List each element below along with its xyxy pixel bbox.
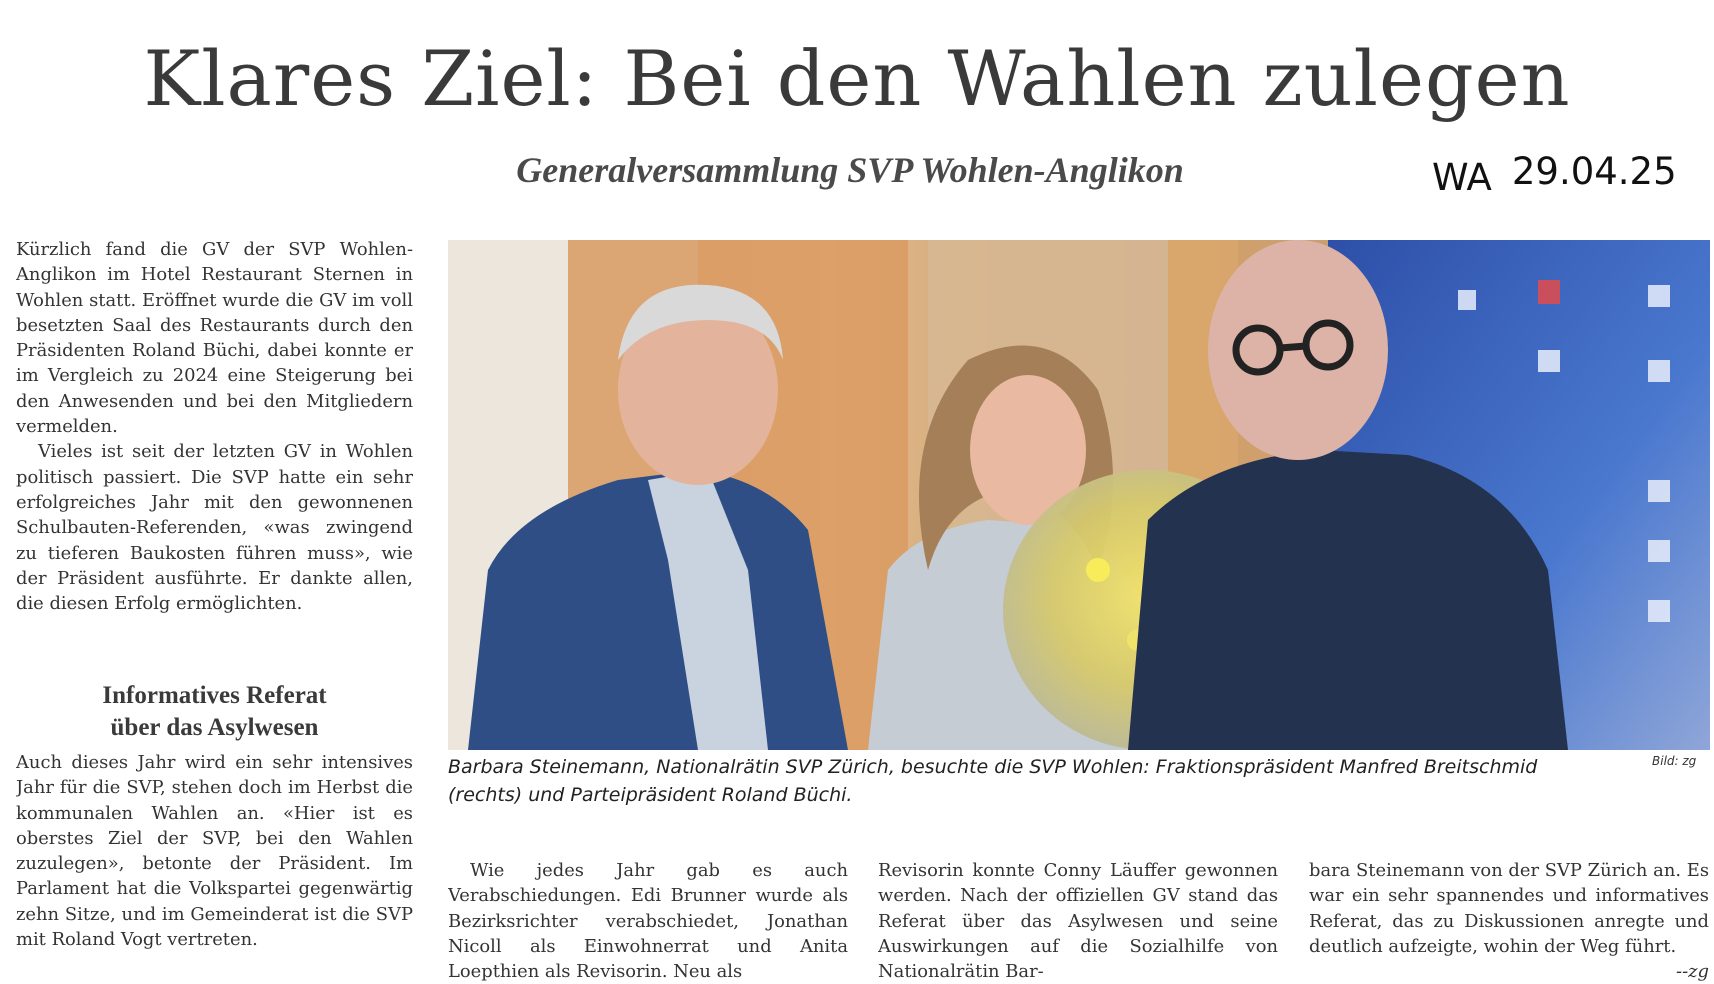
photo-caption: Barbara Steinemann, Nationalrätin SVP Zürich, besuchte die SVP Wohlen: Fraktionspräsident Manfred Breitschmid (rechts) und Parteipräsident Roland Büchi.: [448, 756, 1538, 806]
column-4: [1309, 858, 1709, 984]
column-3: [878, 858, 1278, 984]
intertitle-line-1: Informatives Referat: [102, 682, 327, 709]
column-1-top: [16, 237, 413, 616]
stamp-source: WA: [1432, 156, 1492, 199]
intertitle-line-2: über das Asylwesen: [110, 714, 319, 741]
paragraph-4-end-text: bara Steinemann von der SVP Zürich an. Es war ein sehr spannendes und informatives Referat, das zu Diskussionen anregte und deutlich aufzeigte, wohin der Weg führt.: [1309, 860, 1709, 957]
column-2: [448, 858, 848, 984]
subheadline: Generalversammlung SVP Wohlen-Anglikon: [516, 150, 1184, 190]
paragraph-4-continued: Revisorin konnte Conny Läuffer gewonnen werden. Nach der offiziellen GV stand das Referat über das Asylwesen und seine Auswirkungen auf die Sozialhilfe von Nationalrätin Bar-: [878, 860, 1278, 983]
paragraph-1: Kürzlich fand die GV der SVP Wohlen-Anglikon im Hotel Restaurant Sternen in Wohlen statt. Eröffnet wurde die GV im voll besetzten Saal des Restaurants durch den Präsidenten Roland Büchi, dabei konnte er im Vergleich zu 2024 eine Steigerung bei den Anwesenden und bei den Mitgliedern vermelden.: [16, 239, 413, 438]
paragraph-2: Vieles ist seit der letzten GV in Wohlen politisch passiert. Die SVP hatte ein sehr erfolgreiches Jahr mit den gewonnenen Schulbauten-Referenden, «was zwingend zu tieferen Baukosten führen muss», wie der Präsident ausführte. Er dankte allen, die diesen Erfolg ermöglichten.: [16, 441, 413, 615]
photo-illustration: [448, 240, 1710, 750]
headline: Klares Ziel: Bei den Wahlen zulegen: [143, 34, 1571, 123]
stamp-date: 29.04.25: [1511, 150, 1677, 193]
article-photo: [448, 240, 1710, 750]
handwritten-date-stamp: [1432, 150, 1712, 199]
paragraph-3: Auch dieses Jahr wird ein sehr intensives Jahr für die SVP, stehen doch im Herbst die kommunalen Wahlen an. «Hier ist es oberstes Ziel der SVP, bei den Wahlen zuzulegen», betonte der Präsident. Im Parlament hat die Volkspartei gegenwärtig zehn Sitze, und im Gemeinderat ist die SVP mit Roland Vogt vertreten.: [16, 752, 413, 951]
photo-credit: Bild: zg: [1652, 754, 1697, 768]
intertitle: [16, 680, 413, 744]
column-1-bottom: [16, 750, 413, 980]
paragraph-4-end: [1309, 858, 1709, 983]
paragraph-4: Wie jedes Jahr gab es auch Verabschiedungen. Edi Brunner wurde als Bezirksrichter verabschiedet, Jonathan Nicoll als Einwohnerrat und Anita Loepthien als Revisorin. Neu als: [448, 860, 848, 983]
author-signature: --zg: [1676, 961, 1709, 983]
